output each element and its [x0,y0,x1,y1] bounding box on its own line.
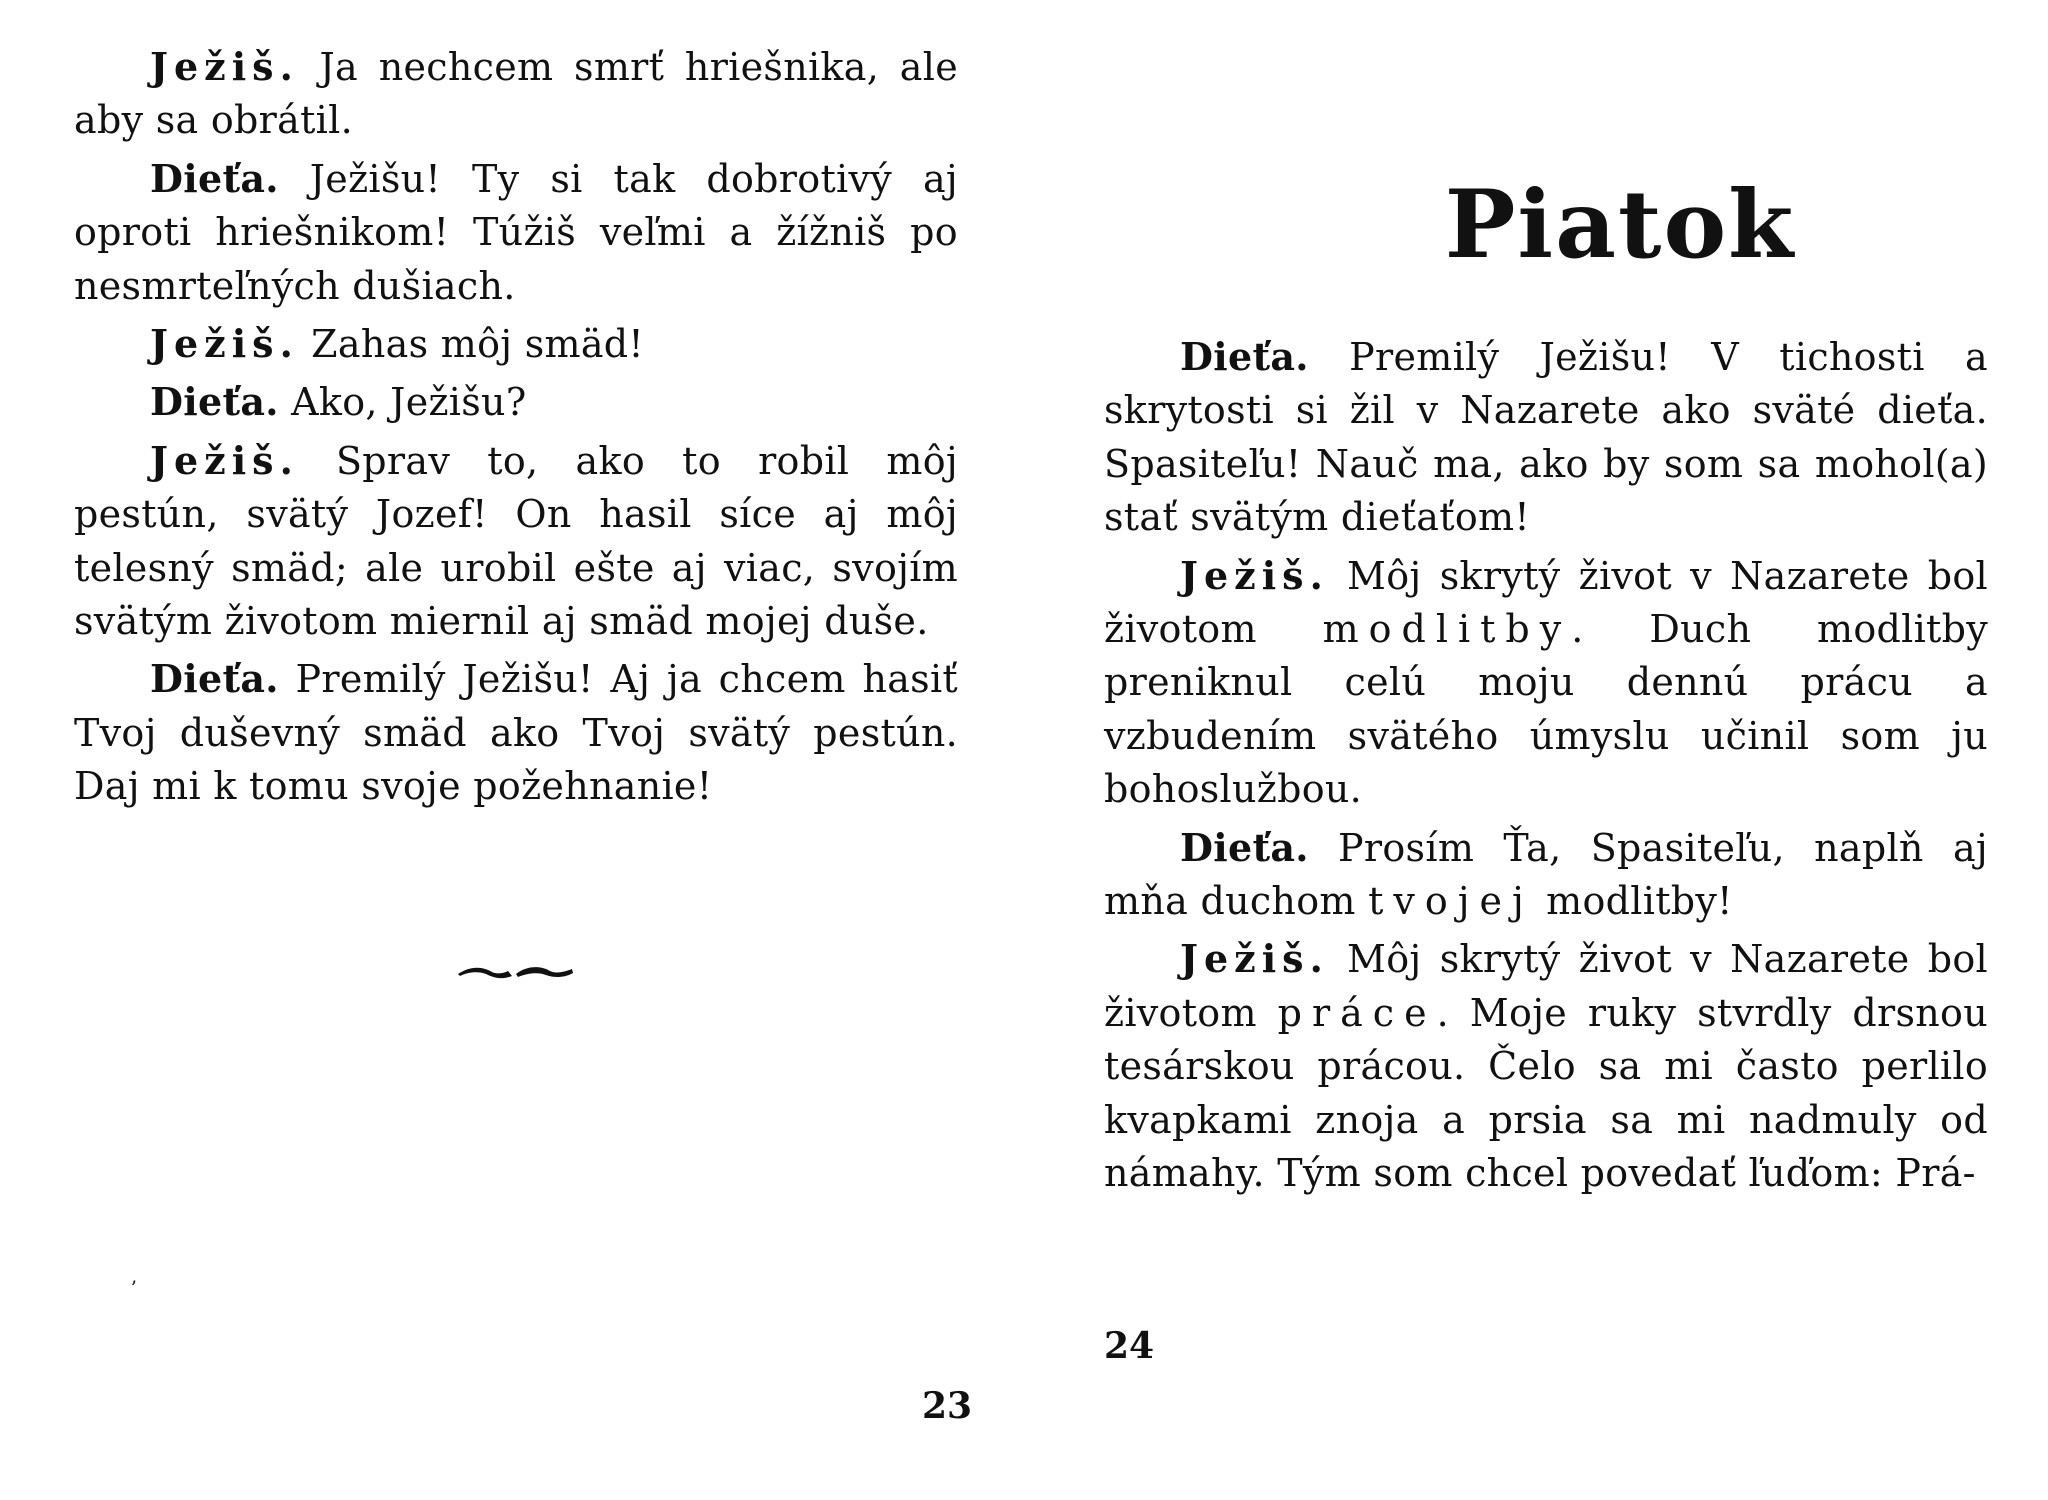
dialogue-text: Ako, Ježišu? [278,380,527,425]
dialogue-paragraph [74,434,958,649]
print-speck: ʼ [130,1276,137,1300]
speaker-label: Dieťa. [1180,334,1309,379]
dialogue-text: Premilý Ježišu! V tichosti a skrytosti si žil v Nazarete ako sväté dieťa. Spasiteľu! Nauč ma, ako by som sa mohol(a) stať svätým dieťaťom! [1104,335,1988,540]
dialogue-text: Môj skrytý život v Nazarete bol životom [1104,937,1988,1035]
left-page-text [74,40,958,818]
dialogue-paragraph [74,40,958,148]
page-number: 23 [922,1385,973,1427]
dialogue-text: Ja nechcem smrť hriešnika, ale aby sa obrátil. [74,45,958,143]
dialogue-paragraph [1104,932,1988,1200]
right-page [1024,0,2048,1500]
emphasized-word: modlitby [1322,607,1572,652]
dialogue-text: Zahas môj smäd! [298,322,645,367]
speaker-label: Ježiš. [150,44,299,89]
dialogue-paragraph [1104,330,1988,545]
dialogue-paragraph [1104,549,1988,817]
dialogue-text: Ježišu! Ty si tak dobrotivý aj oproti hriešnikom! Túžiš veľmi a žížniš po nesmrteľných dušiach. [74,156,958,308]
dialogue-paragraph [74,317,958,371]
dialogue-paragraph [74,375,958,429]
dialogue-text: Môj skrytý život v Nazarete bol životom [1104,553,1988,652]
dialogue-text: Premilý Ježišu! Aj ja chcem hasiť Tvoj duševný smäd ako Tvoj svätý pestún. Daj mi k tomu svoje požehnanie! [74,657,958,809]
decorative-flourish-icon [456,962,576,982]
emphasized-word: tvojej [1368,879,1534,924]
emphasized-word: práce [1277,990,1437,1035]
speaker-label: Ježiš. [150,437,299,483]
speaker-label: Ježiš. [150,321,299,367]
speaker-label: Dieťa. [1180,824,1309,870]
speaker-label: Dieťa. [150,379,279,425]
speaker-label: Dieťa. [150,155,279,201]
speaker-label: Ježiš. [1180,552,1329,598]
dialogue-text: Sprav to, ako to robil môj pestún, svätý Jozef! On hasil síce aj môj telesný smäd; ale urobil ešte aj viac, svojím svätým životom miernil aj smäd mojej duše. [74,438,958,644]
dialogue-text: modlitby! [1533,879,1733,924]
speaker-label: Dieťa. [150,656,279,702]
dialogue-paragraph [74,652,958,813]
dialogue-paragraph [1104,821,1988,929]
speaker-label: Ježiš. [1180,936,1329,982]
dialogue-text: . Moje ruky stvrdly drsnou tesárskou prácou. Čelo sa mi často perlilo kvapkami znoja a prsia sa mi nadmuly od námahy. Tým som chcel povedať ľuďom: Prá- [1104,990,1988,1196]
right-page-text [1104,330,1988,1205]
dialogue-text: . Duch modlitby preniknul celú moju dennú prácu a vzbudením svätého úmyslu učinil som ju bohoslužbou. [1104,607,1988,812]
dialogue-paragraph [74,152,958,313]
chapter-title: Piatok [1444,170,1796,280]
dialogue-text: Prosím Ťa, Spasiteľu, naplň aj mňa duchom [1104,825,1988,924]
page-number: 24 [1104,1325,1155,1367]
